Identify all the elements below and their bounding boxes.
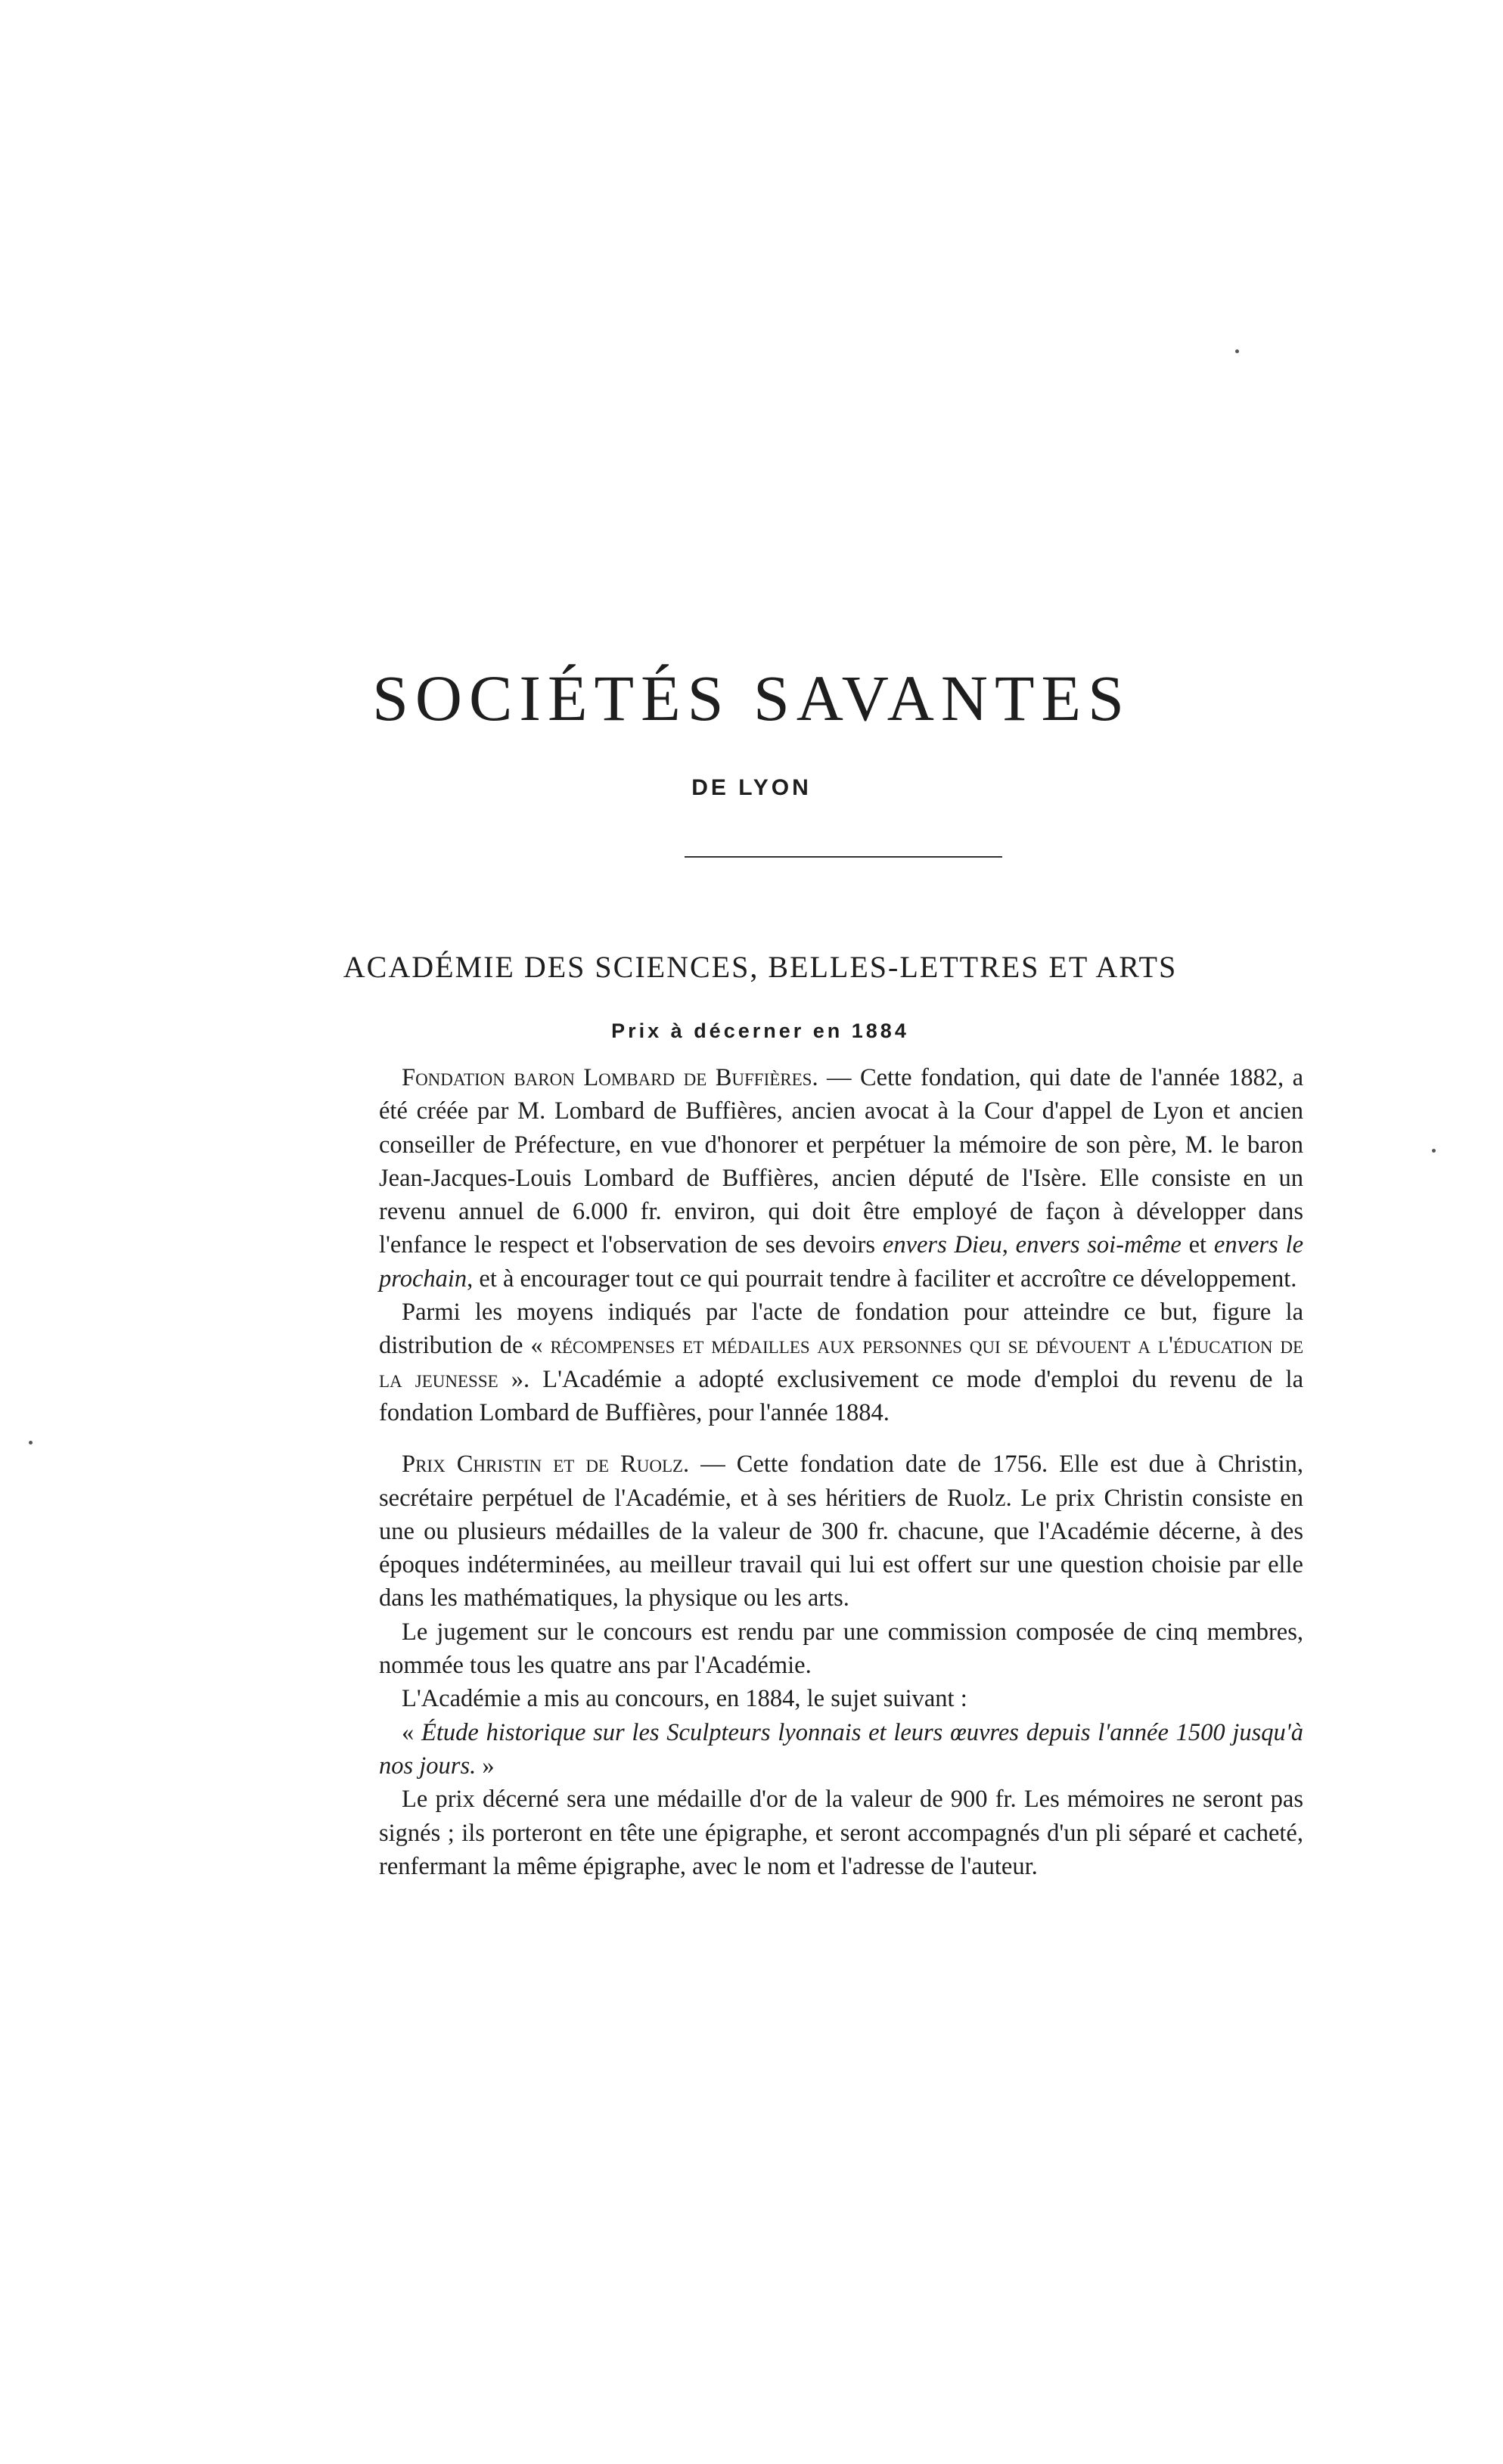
paragraph-text: , et à encourager tout ce qui pourrait tendre à faciliter et accroître ce développement. bbox=[467, 1265, 1297, 1293]
paragraph-text: Le jugement sur le concours est rendu par une commission composée de cinq membres, nommée tous les quatre ans par l'Académie. bbox=[379, 1618, 1303, 1680]
paragraph-subject bbox=[379, 1716, 1303, 1783]
paragraph-text: ». L'Académie a adopté exclusivement ce mode d'emploi du revenu de la fondation Lombard de Buffières, pour l'année 1884. bbox=[379, 1365, 1304, 1426]
paragraph-text: — Cette fondation date de 1756. Elle est due à Christin, secrétaire perpétuel de l'Académie, et à ses héritiers de Ruolz. Le prix Christin consiste en une ou plusieurs médailles de la valeur de 300 fr. chacune, que l'Académie décerne, à des époques indéterminées, au meilleur travail qui lui est offert sur une question choisie par elle dans les mathématiques, la physique ou les arts. bbox=[379, 1451, 1303, 1612]
body-text bbox=[379, 1061, 1303, 1883]
page-subtitle: DE LYON bbox=[691, 775, 812, 800]
paragraph-lead: Fondation baron Lombard de Buffières. bbox=[402, 1064, 818, 1091]
small-caps-text: récompenses et médailles aux personnes qui se dévouent a l'éducation de la jeunesse bbox=[379, 1332, 1303, 1393]
emphasis-text: Étude historique sur les Sculpteurs lyonnais et leurs œuvres depuis l'année 1500 jusqu'à nos jours. bbox=[379, 1718, 1304, 1780]
paragraph-text: et bbox=[1181, 1231, 1214, 1259]
paragraph-text: Le prix décerné sera une médaille d'or de la valeur de 900 fr. Les mémoires ne seront pas signés ; ils porteront en tête une épigraphe, et seront accompagnés d'un pli séparé et cacheté, renfermant la même épigraphe, avec le nom et l'adresse de l'auteur. bbox=[379, 1786, 1303, 1880]
paragraph-lead: Prix Christin et de Ruolz. bbox=[402, 1451, 690, 1479]
emphasis-text: envers soi-même bbox=[1015, 1231, 1182, 1259]
emphasis-text: envers Dieu bbox=[882, 1231, 1002, 1259]
paragraph-text: Parmi les moyens indiqués par l'acte de fondation pour atteindre ce but, figure la distribution de « bbox=[379, 1299, 1303, 1360]
prize-year-heading: Prix à décerner en 1884 bbox=[611, 1019, 909, 1042]
section-heading: ACADÉMIE DES SCIENCES, BELLES-LETTRES ET ARTS bbox=[343, 950, 1178, 984]
paragraph-christin-ruolz bbox=[379, 1448, 1303, 1615]
page-title: SOCIÉTÉS SAVANTES bbox=[372, 662, 1131, 734]
emphasis-text: envers le prochain bbox=[379, 1231, 1303, 1293]
paragraph-distribution bbox=[379, 1296, 1303, 1429]
paragraph-lombard-foundation bbox=[379, 1061, 1303, 1296]
margin-speck bbox=[29, 1441, 33, 1445]
paragraph-prize-terms bbox=[379, 1783, 1303, 1883]
paragraph-text: « bbox=[402, 1718, 422, 1746]
paragraph-subject-intro bbox=[379, 1682, 1303, 1715]
margin-speck bbox=[1235, 349, 1239, 353]
paragraph-text: L'Académie a mis au concours, en 1884, le sujet suivant : bbox=[402, 1685, 967, 1713]
margin-speck bbox=[1432, 1149, 1436, 1153]
paragraph-text: » bbox=[476, 1752, 495, 1780]
paragraph-jury bbox=[379, 1615, 1303, 1683]
title-rule bbox=[685, 856, 1002, 858]
paragraph-text: , bbox=[1001, 1231, 1016, 1259]
paragraph-text: — Cette fondation, qui date de l'année 1882, a été créée par M. Lombard de Buffières, ancien avocat à la Cour d'appel de Lyon et ancien conseiller de Préfecture, en vue d'honorer et perpétuer la mémoire de son père, M. le baron Jean-Jacques-Louis Lombard de Buffières, ancien député de l'Isère. Elle consiste en un revenu annuel de 6.000 fr. environ, qui doit être employé de façon à développer dans l'enfance le respect et l'observation de ses devoirs bbox=[379, 1064, 1303, 1259]
